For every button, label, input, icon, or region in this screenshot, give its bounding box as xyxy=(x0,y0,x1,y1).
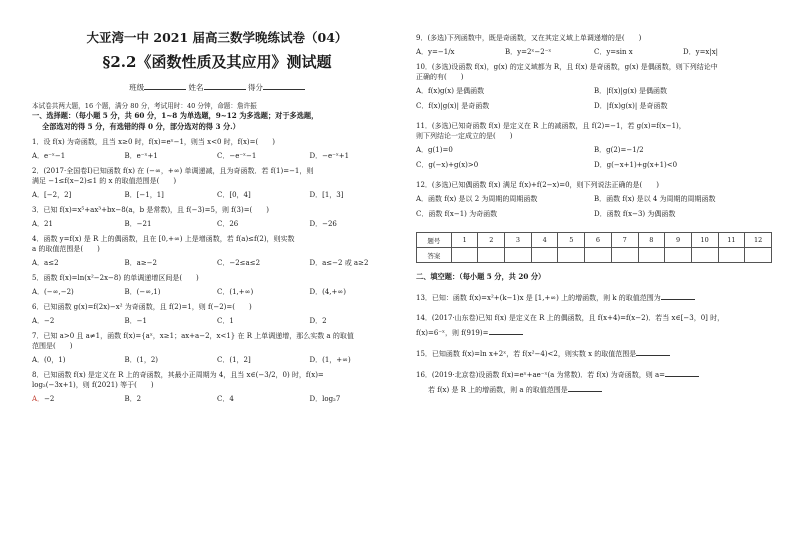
option-a[interactable]: A．y=−1/x xyxy=(416,48,455,56)
option-b[interactable]: B．2 xyxy=(124,395,142,403)
option-a[interactable]: A．f(x)g(x) 是偶函数 xyxy=(416,87,485,95)
number-row-label: 题号 xyxy=(417,233,452,248)
option-a[interactable]: A．[−2，2] xyxy=(32,191,72,199)
question-line-cont xyxy=(416,327,772,338)
option-d[interactable]: D．(4,+∞) xyxy=(309,288,346,296)
question-number-cell: 5 xyxy=(558,233,585,248)
name-field[interactable] xyxy=(204,81,246,90)
option-grid xyxy=(416,86,772,116)
answer-table-number-row xyxy=(417,233,772,248)
section1-heading: 一、选择题：（每小题 5 分，共 60 分，1~8 为单选题，9~12 为多选题；对于多选题， xyxy=(32,111,319,120)
option-row xyxy=(32,316,402,326)
option-grid xyxy=(416,194,772,224)
question-number-cell: 6 xyxy=(585,233,612,248)
question-10 xyxy=(416,62,772,116)
answer-cell[interactable] xyxy=(718,248,745,263)
option-b[interactable]: B．a≥−2 xyxy=(124,259,158,267)
question-text xyxy=(32,370,402,390)
answer-cell[interactable] xyxy=(638,248,665,263)
question-1 xyxy=(32,137,402,161)
option-d[interactable]: D．[1，3] xyxy=(309,191,344,199)
answer-table xyxy=(416,232,772,263)
question-text: 9．(多选)下列函数中，既是奇函数，又在其定义域上单调递增的是( ) xyxy=(416,34,642,42)
question-text: 3．已知 f(x)=x⁵+ax³+bx−8(a，b 是常数)，且 f(−3)=5，则 f(3)=( ) xyxy=(32,206,270,214)
question-line-cont: 正确的有( ) xyxy=(416,73,464,81)
student-info-line xyxy=(32,81,402,93)
answer-cell[interactable] xyxy=(585,248,612,263)
option-c[interactable]: C．(1，2] xyxy=(217,356,251,364)
option-row xyxy=(416,47,772,57)
option-c[interactable]: C．[0，4] xyxy=(217,191,251,199)
option-c[interactable]: C．g(−x)+g(x)>0 xyxy=(416,161,479,169)
question-line: 8．已知函数 f(x) 是定义在 R 上的奇函数，其最小正周期为 4，且当 x∈(−3/2，0) 时，f(x)= xyxy=(32,371,324,379)
name-label: 姓名 xyxy=(188,83,204,92)
question-line: 14．(2017·山东卷)已知 f(x) 是定义在 R 上的偶函数，且 f(x+4)=f(x−2)．若当 x∈[−3，0] 时， xyxy=(416,314,725,322)
answer-blank[interactable] xyxy=(568,384,602,392)
option-b[interactable]: B．[−1，1] xyxy=(124,191,164,199)
option-b[interactable]: B．(1，2) xyxy=(124,356,159,364)
question-text xyxy=(32,234,402,254)
question-text: 12．(多选)已知偶函数 f(x) 满足 f(x)+f(2−x)=0，则下列说法正确的是( ) xyxy=(416,181,660,189)
question-6 xyxy=(32,302,402,326)
option-row xyxy=(32,258,402,268)
option-b[interactable]: B．−21 xyxy=(124,220,152,228)
question-12 xyxy=(416,180,772,224)
score-label: 得分 xyxy=(247,83,263,92)
question-13 xyxy=(416,292,772,303)
class-field[interactable] xyxy=(144,81,186,90)
question-number-cell: 7 xyxy=(611,233,638,248)
answer-cell[interactable] xyxy=(665,248,692,263)
option-b[interactable]: B．函数 f(x) 是以 4 为周期的周期函数 xyxy=(594,195,716,203)
option-a-value: −2 xyxy=(44,395,55,403)
question-5 xyxy=(32,273,402,297)
option-b[interactable]: B．g(2)=−1/2 xyxy=(594,146,644,154)
option-d[interactable]: D．函数 f(x−3) 为偶函数 xyxy=(594,210,676,218)
option-a[interactable]: A．a≤2 xyxy=(32,259,59,267)
option-grid xyxy=(416,145,772,175)
option-row xyxy=(32,355,402,365)
option-c[interactable]: C．−2≤a≤2 xyxy=(217,259,261,267)
option-c[interactable]: C．f(x)|g(x)| 是奇函数 xyxy=(416,102,490,110)
question-8 xyxy=(32,370,402,404)
option-row xyxy=(32,394,402,404)
question-text: 1．设 f(x) 为奇函数，且当 x≥0 时，f(x)=eˣ−1，则当 x<0 时，f(x)=( ) xyxy=(32,138,275,146)
option-b[interactable]: B．−1 xyxy=(124,317,147,325)
right-column xyxy=(416,28,772,395)
answer-row-label: 答案 xyxy=(417,248,452,263)
answer-cell[interactable] xyxy=(451,248,478,263)
question-line-cont: 满足 −1≤f(x−2)≤1 的 x 的取值范围是( ) xyxy=(32,177,177,185)
answer-cell[interactable] xyxy=(611,248,638,263)
question-line: 7．已知 a>0 且 a≠1，函数 f(x)={aˣ，x≥1；ax+a−2，x<1} 在 R 上单调递增，那么实数 a 的取值 xyxy=(32,332,354,340)
question-number-cell: 10 xyxy=(691,233,718,248)
option-d[interactable]: D．log₂7 xyxy=(309,395,341,403)
answer-cell[interactable] xyxy=(558,248,585,263)
option-c[interactable]: C．函数 f(x−1) 为奇函数 xyxy=(416,210,498,218)
question-line-cont xyxy=(416,384,772,395)
question-number-cell: 9 xyxy=(665,233,692,248)
option-a[interactable]: A．(0，1) xyxy=(32,356,66,364)
question-number-cell: 2 xyxy=(478,233,505,248)
question-line: 4．函数 y=f(x) 是 R 上的偶函数，且在 [0,+∞) 上是增函数，若 f(a)≤f(2)，则实数 xyxy=(32,235,295,243)
option-d[interactable]: D．y=x|x| xyxy=(683,48,719,56)
option-a[interactable]: A．g(1)=0 xyxy=(416,146,453,154)
answer-cell[interactable] xyxy=(478,248,505,263)
question-number-cell: 3 xyxy=(505,233,532,248)
question-2 xyxy=(32,166,402,200)
question-line: 13．已知：函数 f(x)=x²+(k−1)x 是 [1,+∞) 上的增函数，则 k 的取值范围为 xyxy=(416,294,661,302)
option-b[interactable]: B．|f(x)|g(x) 是偶函数 xyxy=(594,87,667,95)
left-column xyxy=(32,28,402,404)
question-text xyxy=(32,331,402,351)
option-b[interactable]: B．y=2ˣ−2⁻ˣ xyxy=(505,48,552,56)
option-a[interactable]: A．(−∞,−2) xyxy=(32,288,74,296)
option-row xyxy=(32,287,402,297)
option-a[interactable]: A．函数 f(x) 是以 2 为周期的周期函数 xyxy=(416,195,538,203)
answer-blank[interactable] xyxy=(636,348,670,356)
question-number-cell: 12 xyxy=(745,233,772,248)
answer-cell[interactable] xyxy=(691,248,718,263)
question-line-cont: 则下列结论一定成立的是( ) xyxy=(416,132,513,140)
question-number-cell: 11 xyxy=(718,233,745,248)
section1-heading-cont: 全部选对的得 5 分，有选错的得 0 分，部分选对的得 3 分.） xyxy=(42,122,240,131)
answer-cell[interactable] xyxy=(745,248,772,263)
answer-table-answer-row xyxy=(417,248,772,263)
question-4 xyxy=(32,234,402,268)
option-row xyxy=(32,219,402,229)
question-line: 15．已知函数 f(x)=ln x+2ˣ，若 f(x²−4)<2，则实数 x 的取值范围是 xyxy=(416,350,637,358)
option-d[interactable]: D．−26 xyxy=(309,220,337,228)
option-d[interactable]: D．|f(x)g(x)| 是奇函数 xyxy=(594,102,668,110)
question-7 xyxy=(32,331,402,365)
option-c[interactable]: C．26 xyxy=(217,220,239,228)
option-c[interactable]: C．−e⁻ˣ−1 xyxy=(217,152,257,160)
answer-blank[interactable] xyxy=(489,327,523,335)
question-line-cont-text: 若 f(x) 是 R 上的增函数，则 a 的取值范围是 xyxy=(428,386,568,394)
question-line: 11．(多选)已知奇函数 f(x) 是定义在 R 上的减函数，且 f(2)=−1，若 g(x)=f(x−1)， xyxy=(416,122,686,130)
option-a-letter: A． xyxy=(32,395,45,403)
question-number-cell: 1 xyxy=(451,233,478,248)
option-a[interactable] xyxy=(32,394,125,404)
question-text xyxy=(32,166,402,186)
class-label: 班级 xyxy=(129,83,145,92)
question-9 xyxy=(416,33,772,57)
option-c[interactable]: C．4 xyxy=(217,395,234,403)
question-text: 6．已知函数 g(x)=f(2x)−x² 为奇函数，且 f(2)=1，则 f(−2)=( ) xyxy=(32,303,252,311)
option-a[interactable]: A．e⁻ˣ−1 xyxy=(32,152,66,160)
question-15 xyxy=(416,348,772,359)
option-a[interactable]: A．−2 xyxy=(32,317,55,325)
section2-heading: 二、填空题：（每小题 5 分，共 20 分） xyxy=(416,272,546,281)
question-11 xyxy=(416,121,772,175)
question-line-cont: 范围是( ) xyxy=(32,342,73,350)
option-b[interactable]: B．(−∞,1) xyxy=(124,288,161,296)
option-d[interactable]: D．a≤−2 或 a≥2 xyxy=(309,259,369,267)
option-d[interactable]: D．−e⁻ˣ+1 xyxy=(309,152,350,160)
exam-subtitle: §2.2《函数性质及其应用》测试题 xyxy=(102,53,332,71)
answer-cell[interactable] xyxy=(531,248,558,263)
question-text: 5．函数 f(x)=ln(x²−2x−8) 的单调递增区间是( ) xyxy=(32,274,199,282)
question-line-cont: log₂(−3x+1)，则 f(2021) 等于( ) xyxy=(32,381,154,389)
option-d[interactable]: D．(1，+∞) xyxy=(309,356,351,364)
score-field[interactable] xyxy=(263,81,305,90)
answer-cell[interactable] xyxy=(505,248,532,263)
option-b[interactable]: B．e⁻ˣ+1 xyxy=(124,152,158,160)
answer-blank[interactable] xyxy=(661,292,695,300)
exam-note: 本试卷共两大题，16 个题，满分 80 分，考试用时：40 分钟，命题：詹许振 xyxy=(32,102,257,110)
question-number-cell: 8 xyxy=(638,233,665,248)
question-3 xyxy=(32,205,402,229)
question-line: 10．(多选)设函数 f(x)，g(x) 的定义域都为 R，且 f(x) 是奇函数，g(x) 是偶函数，则下列结论中 xyxy=(416,63,718,71)
question-line: 2．(2017·全国卷Ⅰ)已知函数 f(x) 在 (−∞，+∞) 单调递减，且为奇函数．若 f(1)=−1，则 xyxy=(32,167,314,175)
option-d[interactable]: D．g(−x+1)+g(x+1)<0 xyxy=(594,161,678,169)
option-c[interactable]: C．(1,+∞) xyxy=(217,288,254,296)
question-number-cell: 4 xyxy=(531,233,558,248)
option-c[interactable]: C．y=sin x xyxy=(594,48,633,56)
question-line-cont-text: f(x)=6⁻ˣ，则 f(919)= xyxy=(416,329,489,337)
question-line: 16．(2019·北京卷)设函数 f(x)=eˣ+ae⁻ˣ(a 为常数)．若 f(x) 为奇函数，则 a= xyxy=(416,371,666,379)
answer-blank[interactable] xyxy=(665,369,699,377)
option-c[interactable]: C．1 xyxy=(217,317,234,325)
option-row xyxy=(32,190,402,200)
option-row xyxy=(32,151,402,161)
question-line-cont: a 的取值范围是( ) xyxy=(32,245,100,253)
question-text xyxy=(416,62,772,82)
option-a[interactable]: A．21 xyxy=(32,220,53,228)
question-text xyxy=(416,121,772,141)
exam-title: 大亚湾一中 2021 届高三数学晚练试卷（04） xyxy=(86,30,348,45)
option-d[interactable]: D．2 xyxy=(309,317,327,325)
question-16 xyxy=(416,369,772,395)
question-14 xyxy=(416,313,772,338)
